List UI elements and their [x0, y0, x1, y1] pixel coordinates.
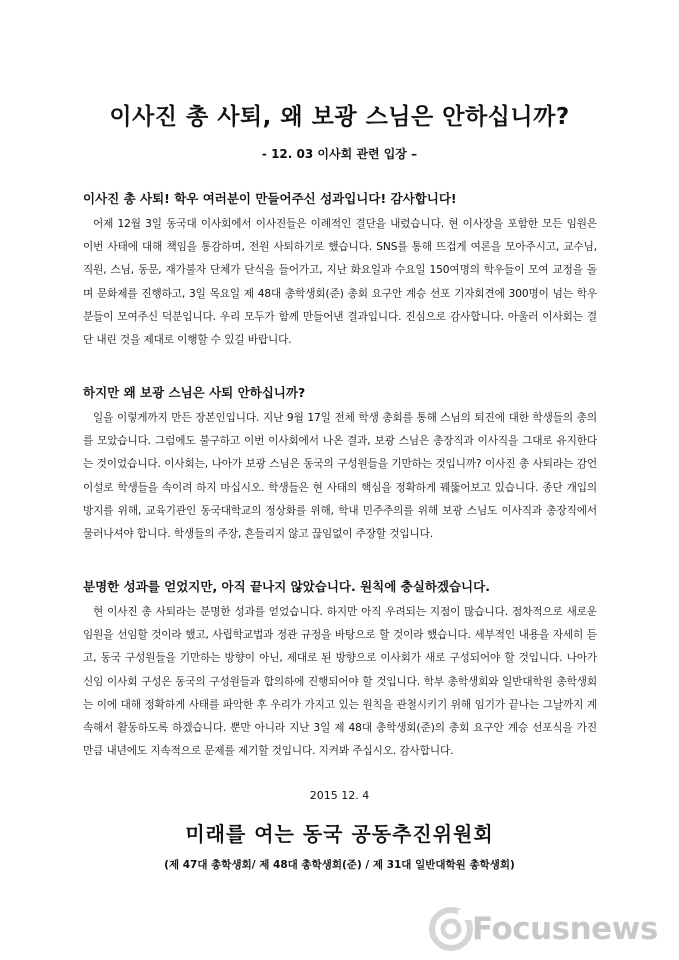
- document-title: 이사진 총 사퇴, 왜 보광 스님은 안하십니까?: [109, 104, 570, 130]
- organization-name: 미래를 여는 동국 공동추진위원회: [185, 822, 494, 846]
- section-1: [83, 190, 597, 352]
- watermark-text: Focusnews: [472, 911, 658, 947]
- section-2-body: 일을 이렇게까지 만든 장본인입니다. 지난 9월 17일 전체 학생 총회를 통해 스님의 퇴진에 대한 학생들의 총의를 모았습니다. 그럼에도 불구하고 이번 이사회에서 나온 결과, 보광 스님은 총장직과 이사직을 그대로 유지한다는 것이었습니다. 이사회는, 나아가 보광 스님은 동국의 구성원들을 기만하는 것입니까? 이사진 총 사퇴라는 감언이설로 학생들을 속이려 하지 마십시오. 학생들은 현 사태의 핵심을 정확하게 꿰뚫어보고 있습니다. 종단 개입의 방지를 위해, 교육기관인 동국대학교의 정상화를 위해, 학내 민주주의를 위해 보광 스님도 이사직과 총장직에서 물러나셔야 합니다. 학생들의 주장, 흔들리지 않고 끊임없이 주장할 것입니다.: [83, 412, 597, 541]
- section-2: [83, 384, 597, 546]
- focusnews-watermark: [428, 904, 668, 954]
- section-1-heading: 이사진 총 사퇴! 학우 여러분이 만들어주신 성과입니다! 감사합니다!: [83, 191, 457, 206]
- section-3-body: 현 이사진 총 사퇴라는 분명한 성과를 얻었습니다. 하지만 아직 우려되는 지점이 많습니다. 점차적으로 새로운 임원을 선임할 것이라 했고, 사립학교법과 정관 규정을 바탕으로 할 것이라 했습니다. 세부적인 내용을 자세히 듣고, 동국 구성원들을 기만하는 방향이 아닌, 제대로 된 방향으로 이사회가 새로 구성되어야 할 것입니다. 나아가 신임 이사회 구성은 동국의 구성원들과 합의하에 진행되어야 할 것입니다. 학부 총학생회와 일반대학원 총학생회는 이에 대해 정확하게 사태를 파악한 후 우리가 가지고 있는 원칙을 관철시키기 위해 임기가 끝나는 그날까지 계속해서 활동하도록 하겠습니다. 뿐만 아니라 지난 3일 제 48대 총학생회(준)의 총회 요구안 계승 선포식을 가진 만큼 내년에도 지속적으로 문제를 제기할 것입니다. 지켜봐 주십시오. 감사합니다.: [83, 606, 597, 758]
- focusnews-logo-icon: [428, 906, 474, 952]
- document-date: 2015 12. 4: [309, 789, 370, 802]
- section-3-heading: 분명한 성과를 얻었지만, 아직 끝나지 않았습니다. 원칙에 충실하겠습니다.: [83, 579, 490, 594]
- section-1-body: 어제 12월 3일 동국대 이사회에서 이사진들은 이례적인 결단을 내렸습니다. 현 이사장을 포함한 모든 임원은 이번 사태에 대해 책임을 통감하며, 전원 사퇴하기로 했습니다. SNS를 통해 뜨겁게 여론을 모아주시고, 교수님, 직원, 스님, 동문, 재가불자 단체가 단식을 들어가고, 지난 화요일과 수요일 150여명의 학우들이 모여 교정을 돌며 문화제를 진행하고, 3일 목요일 제 48대 총학생회(준) 총회 요구안 계승 선포 기자회견에 300명이 넘는 학우 분들이 모여주신 덕분입니다. 우리 모두가 함께 만들어낸 결과입니다. 진심으로 감사합니다. 아울러 이사회는 결단 내린 것을 제대로 이행할 수 있길 바랍니다.: [83, 218, 597, 347]
- document-subtitle: - 12. 03 이사회 관련 입장 –: [261, 147, 418, 161]
- section-3: [83, 578, 597, 763]
- section-2-heading: 하지만 왜 보광 스님은 사퇴 안하십니까?: [83, 385, 306, 400]
- organization-subtitle: (제 47대 총학생회/ 제 48대 총학생회(준) / 제 31대 일반대학원 총학생회): [164, 859, 515, 871]
